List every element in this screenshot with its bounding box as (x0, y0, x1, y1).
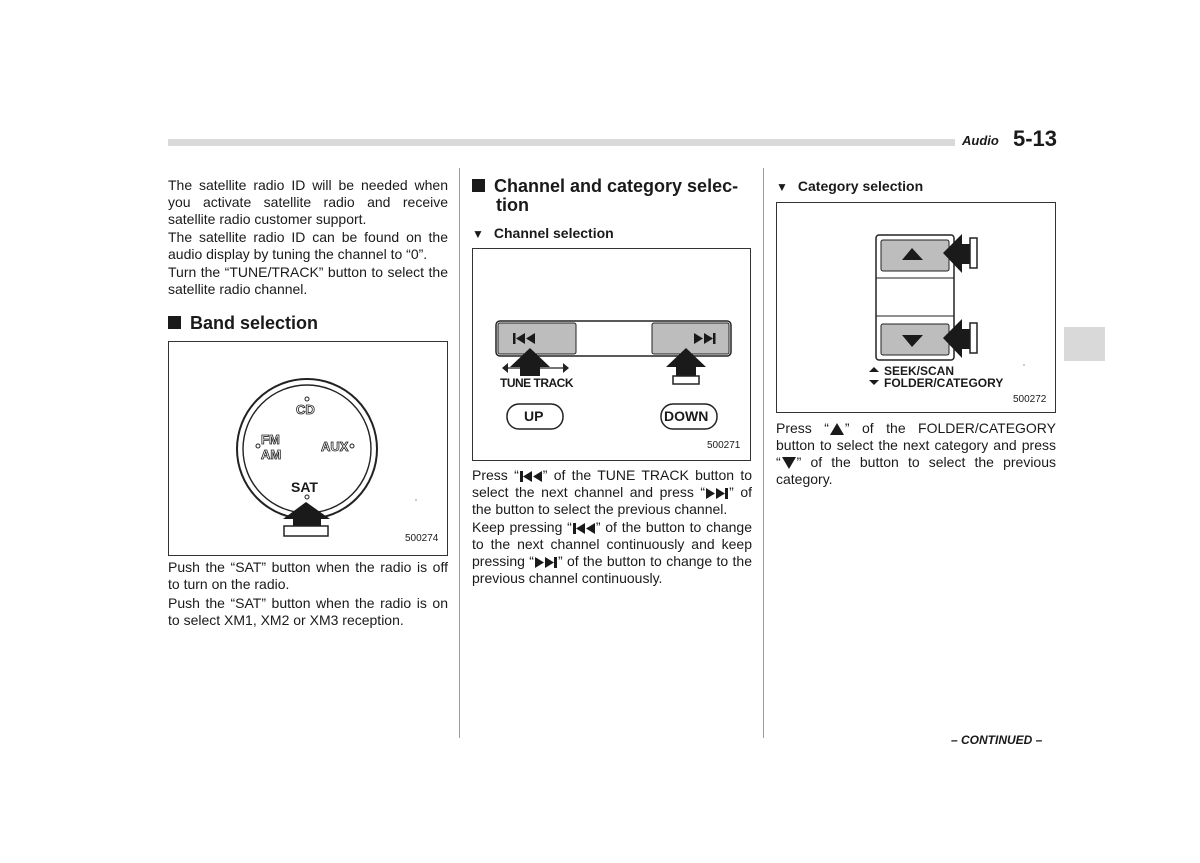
triangle-bullet-icon: ▼ (472, 227, 484, 241)
category-selection-subhead-text: Category selection (797, 178, 924, 194)
am-label: AM (261, 447, 282, 462)
channel-selection-figure (472, 248, 751, 461)
band-knob-illustration (169, 342, 447, 555)
up-button-label: UP (524, 408, 544, 424)
seek-scan-label: SEEK/SCAN (884, 364, 955, 378)
previous-track-icon (519, 469, 543, 483)
column-divider-2 (763, 168, 764, 738)
intro-paragraph-1: The satellite radio ID will be needed when you activate satellite radio and receive satellite radio customer support. (168, 177, 448, 227)
fm-label: FM (261, 432, 280, 447)
channel-category-heading-line2: tion (496, 195, 529, 215)
figure-code: 500274 (405, 533, 439, 544)
chapter-tab (1064, 327, 1105, 361)
channel-category-heading-line1: Channel and category selec- (494, 176, 739, 196)
channel-selection-subhead-text: Channel selection (493, 225, 614, 241)
down-button-label: DOWN (664, 408, 709, 424)
category-paragraph: Press “ ” of the FOLDER/CATEGORY button to select the next category and press “ ” of the button to select the previous category. (776, 420, 1056, 487)
figure-code: 500271 (707, 440, 741, 451)
previous-track-icon (572, 521, 596, 535)
figure-code: 500272 (1013, 394, 1047, 405)
up-triangle-icon (829, 422, 845, 436)
column-divider-1 (459, 168, 460, 738)
band-selection-figure (168, 341, 448, 556)
channel-selection-subhead (472, 225, 614, 241)
next-track-icon (705, 486, 729, 500)
triangle-bullet-icon: ▼ (776, 180, 788, 194)
section-title: Audio (962, 133, 999, 148)
tune-track-illustration (473, 249, 750, 460)
intro-paragraph-3: Turn the “TUNE/TRACK” button to select the satellite radio channel. (168, 264, 448, 297)
sat-label: SAT (291, 479, 318, 495)
folder-category-label: FOLDER/CATEGORY (884, 376, 1004, 390)
square-bullet-icon (472, 179, 485, 192)
category-selection-figure (776, 202, 1056, 413)
aux-label: AUX (321, 439, 349, 454)
square-bullet-icon (168, 316, 181, 329)
band-selection-heading-text: Band selection (190, 313, 319, 333)
sat-paragraph-2: Push the “SAT” button when the radio is on to select XM1, XM2 or XM3 reception. (168, 595, 448, 628)
channel-paragraph-2: Keep pressing “ ” of the button to change to the next channel continuously and keep pressing “ ” of the button to change to the previous channel continuously. (472, 519, 753, 586)
cd-label: CD (296, 402, 315, 417)
intro-paragraph-2: The satellite radio ID can be found on the audio display by tuning the channel to “0”. (168, 229, 448, 262)
category-selection-subhead (776, 178, 923, 194)
band-selection-heading (168, 314, 318, 333)
sat-paragraph-1: Push the “SAT” button when the radio is off to turn on the radio. (168, 559, 448, 592)
channel-paragraph-1: Press “ ” of the TUNE TRACK button to select the next channel and press “ ” of the button to select the previous channel. (472, 467, 752, 517)
page-number: 5-13 (1013, 126, 1058, 151)
down-triangle-icon (781, 456, 797, 470)
next-track-icon (534, 555, 558, 569)
tune-track-label: TUNE TRACK (500, 376, 573, 390)
continued-label: – CONTINUED – (951, 733, 1043, 747)
header-rule (168, 139, 955, 146)
channel-category-heading (472, 177, 752, 215)
